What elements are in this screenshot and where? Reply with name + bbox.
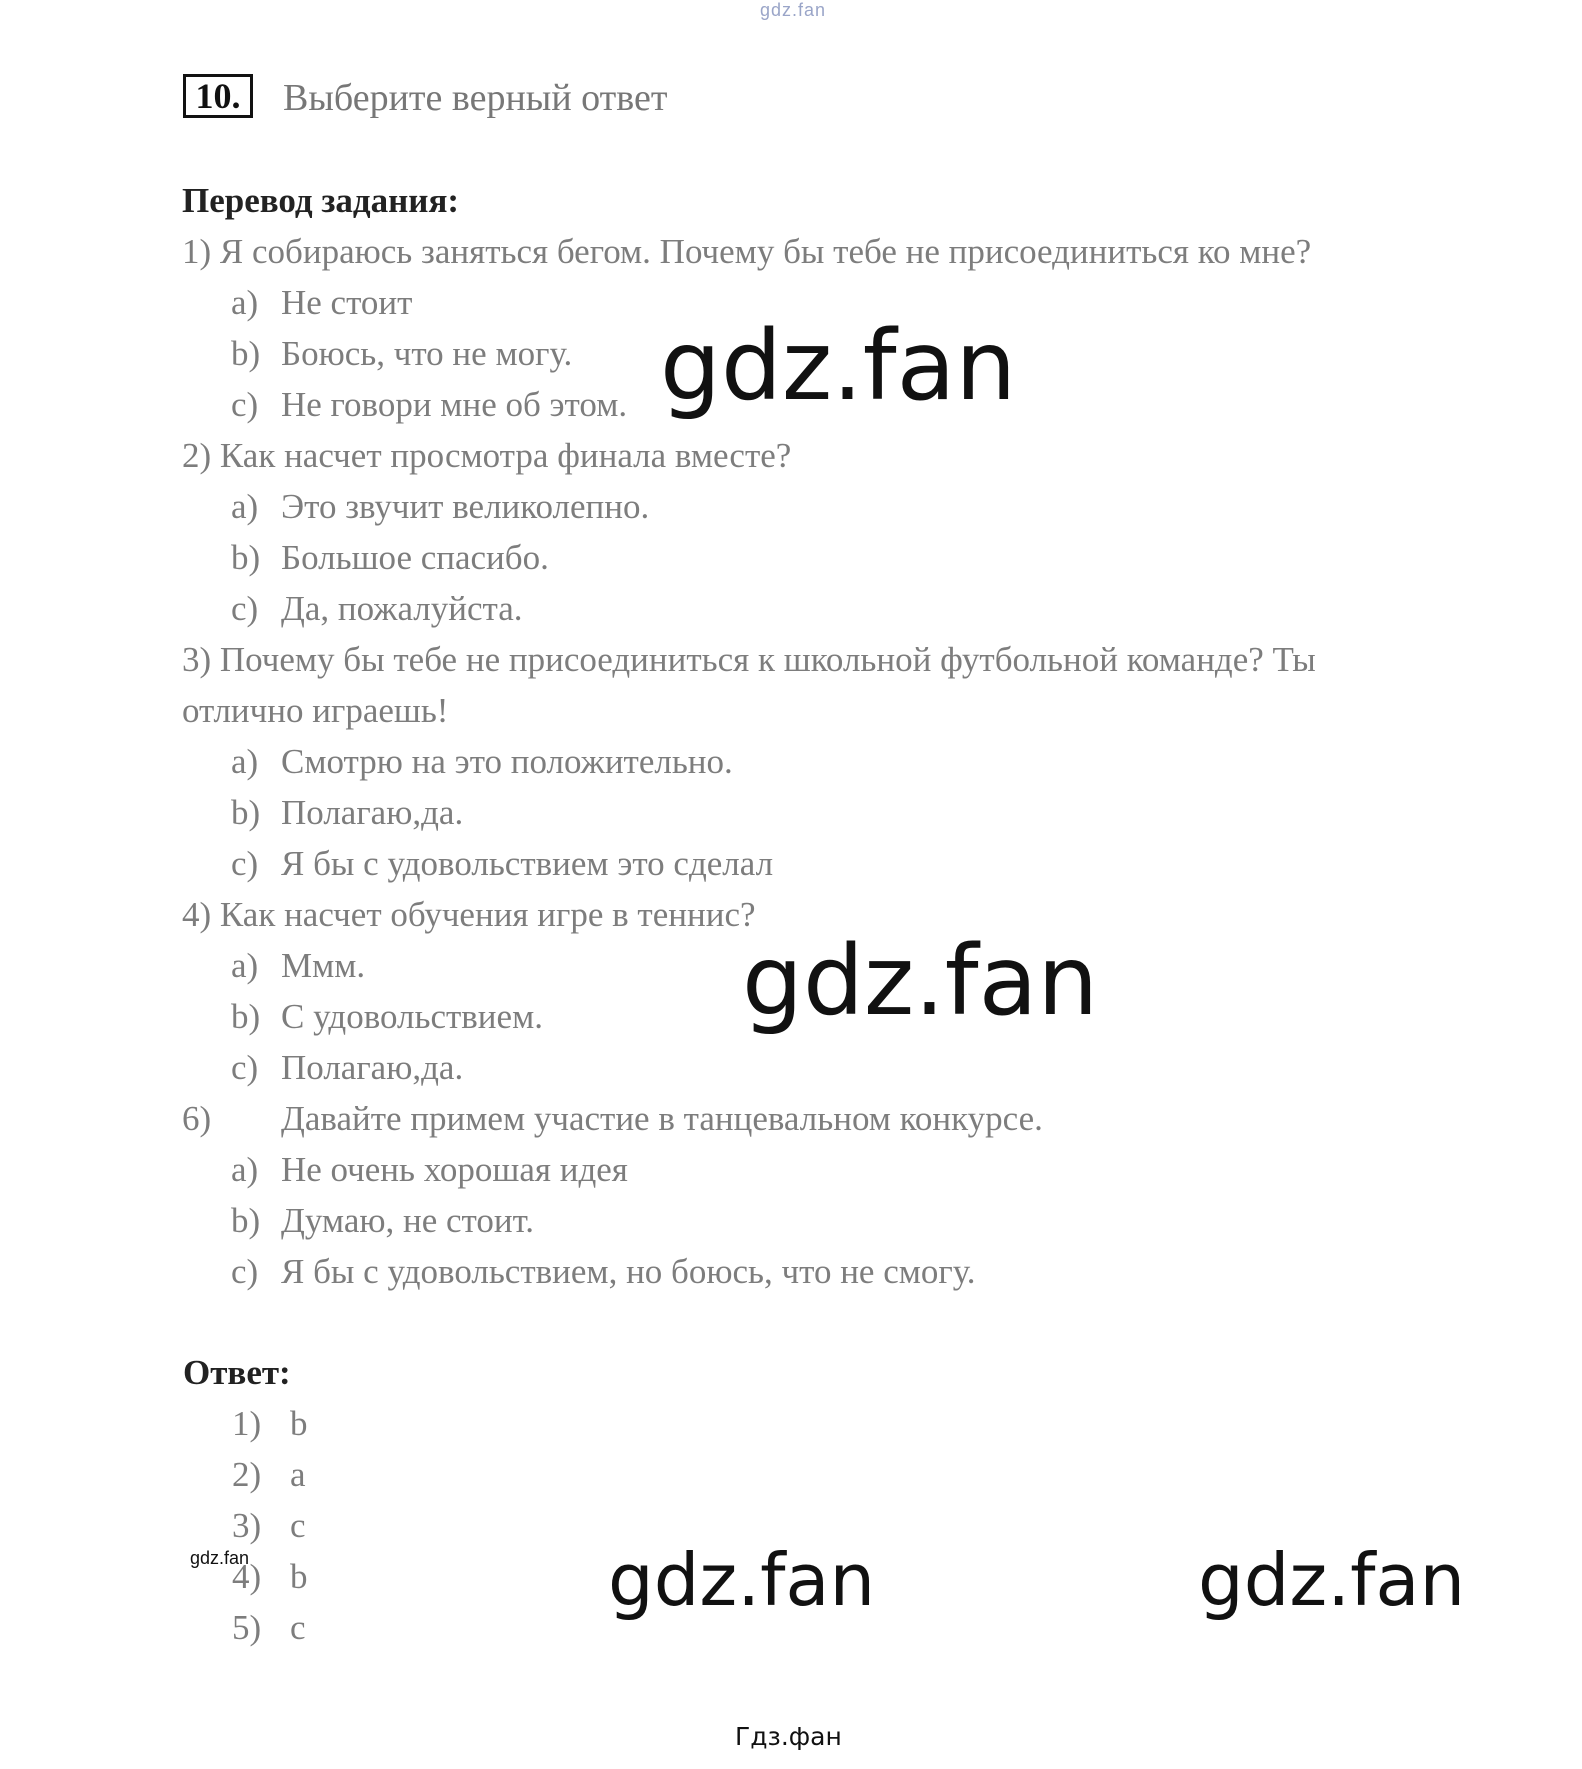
option-2c	[231, 589, 523, 629]
option-text: Не стоит	[281, 283, 413, 322]
option-letter: b)	[231, 793, 261, 832]
option-text: С удовольствием.	[281, 997, 543, 1036]
watermark-large: gdz.fan	[742, 925, 1099, 1037]
task-number-box: 10.	[183, 74, 253, 118]
answer-value: c	[290, 1506, 306, 1545]
answer-value: b	[290, 1404, 308, 1443]
option-letter: a)	[231, 1150, 259, 1189]
option-letter: c)	[231, 1048, 259, 1087]
option-1b	[231, 334, 572, 374]
option-text: Ммм.	[281, 946, 366, 985]
option-letter: c)	[231, 385, 259, 424]
option-letter: a)	[231, 742, 259, 781]
task-title: Выберите верный ответ	[283, 77, 668, 119]
option-letter: b)	[231, 997, 261, 1036]
option-letter: c)	[231, 844, 259, 883]
question-3: 3) Почему бы тебе не присоединиться к школьной футбольной команде? Ты	[182, 640, 1316, 679]
answer-value: a	[290, 1455, 306, 1494]
option-letter: a)	[231, 283, 259, 322]
option-2b	[231, 538, 549, 578]
watermark-small: gdz.fan	[190, 1548, 250, 1568]
answer-item-1	[232, 1404, 308, 1444]
answer-heading: Ответ:	[183, 1353, 291, 1392]
option-letter: b)	[231, 538, 261, 577]
option-4a	[231, 946, 365, 986]
watermark-top: gdz.fan	[760, 0, 827, 20]
option-text: Это звучит великолепно.	[281, 487, 650, 526]
answer-number: 1)	[232, 1404, 262, 1443]
option-letter: a)	[231, 946, 259, 985]
answer-value: b	[290, 1557, 308, 1596]
watermark-large: gdz.fan	[1198, 1538, 1466, 1622]
translation-heading: Перевод задания:	[182, 181, 460, 220]
watermark-large: gdz.fan	[608, 1538, 876, 1622]
option-2a	[231, 487, 649, 527]
option-4c	[231, 1048, 463, 1088]
answer-item-3	[232, 1506, 306, 1546]
option-4b	[231, 997, 543, 1037]
option-letter: c)	[231, 589, 259, 628]
option-6c	[231, 1252, 976, 1292]
answer-number: 2)	[232, 1455, 262, 1494]
option-text: Смотрю на это положительно.	[281, 742, 733, 781]
question-3-line2: отлично играешь!	[182, 691, 449, 730]
question-6-number: 6)	[182, 1099, 212, 1138]
option-6a	[231, 1150, 628, 1190]
option-3b	[231, 793, 463, 833]
watermark-bottom: Гдз.фан	[735, 1722, 842, 1751]
option-text: Полагаю,да.	[281, 793, 464, 832]
option-letter: a)	[231, 487, 259, 526]
answer-number: 4)	[232, 1557, 262, 1596]
option-text: Я бы с удовольствием, но боюсь, что не смогу.	[281, 1252, 976, 1291]
option-text: Боюсь, что не могу.	[281, 334, 573, 373]
answer-number: 3)	[232, 1506, 262, 1545]
answer-value: c	[290, 1608, 306, 1647]
option-text: Не говори мне об этом.	[281, 385, 628, 424]
option-1a	[231, 283, 412, 323]
question-6: Давайте примем участие в танцевальном конкурсе.	[281, 1099, 1043, 1138]
option-letter: b)	[231, 334, 261, 373]
option-6b	[231, 1201, 534, 1241]
option-text: Не очень хорошая идея	[281, 1150, 628, 1189]
option-1c	[231, 385, 627, 425]
answer-item-5	[232, 1608, 306, 1648]
question-2: 2) Как насчет просмотра финала вместе?	[182, 436, 792, 475]
answer-number: 5)	[232, 1608, 262, 1647]
option-letter: c)	[231, 1252, 259, 1291]
option-text: Да, пожалуйста.	[281, 589, 523, 628]
option-text: Большое спасибо.	[281, 538, 549, 577]
answer-item-2	[232, 1455, 306, 1495]
option-text: Я бы с удовольствием это сделал	[281, 844, 774, 883]
question-4: 4) Как насчет обучения игре в теннис?	[182, 895, 756, 934]
watermark-large: gdz.fan	[660, 310, 1017, 422]
option-3a	[231, 742, 733, 782]
option-letter: b)	[231, 1201, 261, 1240]
option-3c	[231, 844, 773, 884]
option-text: Полагаю,да.	[281, 1048, 464, 1087]
question-1: 1) Я собираюсь заняться бегом. Почему бы тебе не присоединиться ко мне?	[182, 232, 1312, 271]
option-text: Думаю, не стоит.	[281, 1201, 535, 1240]
